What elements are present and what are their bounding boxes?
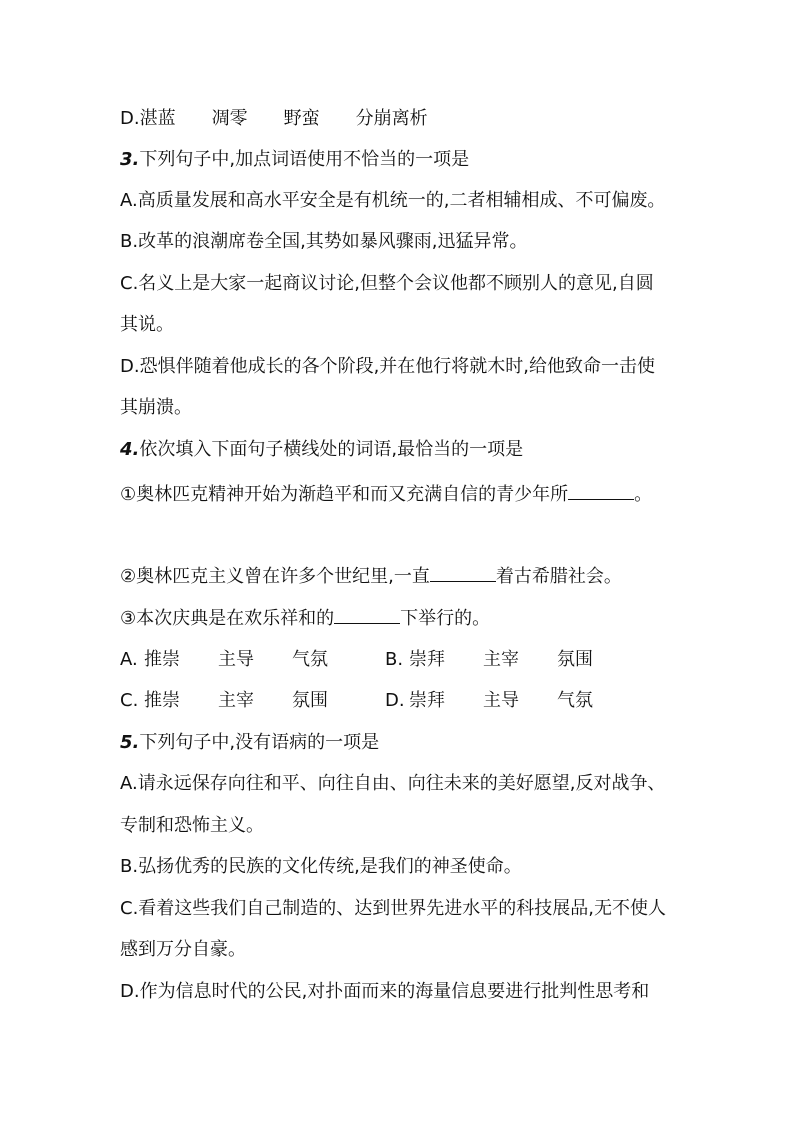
q3-option-d-line1: D.恐惧伴随着他成长的各个阶段,并在他行将就木时,给他致命一击使 <box>120 356 656 377</box>
q5-option-a-line2: 专制和恐怖主义。 <box>120 815 264 836</box>
option-word-1: 推崇 <box>144 690 180 711</box>
fill-blank <box>430 563 496 582</box>
option-word-2: 主宰 <box>218 690 254 711</box>
q4-stem-text: 依次填入下面句子横线处的词语,最恰当的一项是 <box>139 439 524 460</box>
q5-stem <box>120 731 379 755</box>
q4-sentence-3-end: 下举行的。 <box>400 608 491 629</box>
option-word-1: 崇拜 <box>409 690 445 711</box>
q5-option-c-line2: 感到万分自豪。 <box>120 939 246 960</box>
q3-option-c-line1: C.名义上是大家一起商议讨论,但整个会议他都不顾别人的意见,自圆 <box>120 273 654 294</box>
option-letter: D. <box>385 690 405 711</box>
q3-stem-text: 下列句子中,加点词语使用不恰当的一项是 <box>139 149 470 170</box>
option-letter: C. <box>120 690 139 711</box>
q4-sentence-2 <box>120 563 622 589</box>
q3-stem <box>120 148 469 172</box>
option-word-1: 推崇 <box>144 649 180 670</box>
fill-blank <box>334 605 400 624</box>
q4-sentence-1-text: ①奥林匹克精神开始为渐趋平和而又充满自信的青少年所 <box>120 484 569 505</box>
q4-sentence-1-end: 。 <box>634 484 653 505</box>
q5-stem-text: 下列句子中,没有语病的一项是 <box>139 732 380 753</box>
q4-sentence-2-end: 着古希腊社会。 <box>495 566 622 587</box>
q4-sentence-3 <box>120 605 490 631</box>
option-word-3: 氛围 <box>292 690 328 711</box>
q3-option-a: A.高质量发展和高水平安全是有机统一的,二者相辅相成、不可偏废。 <box>120 190 666 211</box>
q5-option-d-line1: D.作为信息时代的公民,对扑面而来的海量信息要进行批判性思考和 <box>120 981 650 1002</box>
option-word-2: 主导 <box>218 649 254 670</box>
fill-blank <box>568 481 634 500</box>
option-word-2: 主导 <box>483 690 519 711</box>
option-word-3: 气氛 <box>557 690 593 711</box>
q3-number: 3. <box>120 149 140 170</box>
q2-option-d: D.湛蓝 凋零 野蛮 分崩离析 <box>120 108 428 129</box>
option-word-1: 崇拜 <box>409 649 445 670</box>
q3-option-c-line2: 其说。 <box>120 314 174 335</box>
q5-number: 5. <box>120 732 140 753</box>
option-letter: A. <box>120 649 138 670</box>
q4-sentence-1 <box>120 481 652 507</box>
q3-option-b: B.改革的浪潮席卷全国,其势如暴风骤雨,迅猛异常。 <box>120 231 528 252</box>
q4-sentence-3-text: ③本次庆典是在欢乐祥和的 <box>120 608 335 629</box>
option-word-3: 氛围 <box>557 649 593 670</box>
q4-number: 4. <box>120 439 140 460</box>
q5-option-c-line1: C.看着这些我们自己制造的、达到世界先进水平的科技展品,无不使人 <box>120 898 667 919</box>
option-word-3: 气氛 <box>292 649 328 670</box>
q5-option-a-line1: A.请永远保存向往和平、向往自由、向往未来的美好愿望,反对战争、 <box>120 773 666 794</box>
q5-option-b: B.弘扬优秀的民族的文化传统,是我们的神圣使命。 <box>120 856 522 877</box>
option-word-2: 主宰 <box>483 649 519 670</box>
q4-sentence-2-text: ②奥林匹克主义曾在许多个世纪里,一直 <box>120 566 430 587</box>
q4-stem <box>120 438 523 462</box>
option-letter: B. <box>385 649 404 670</box>
q3-option-d-line2: 其崩溃。 <box>120 397 192 418</box>
